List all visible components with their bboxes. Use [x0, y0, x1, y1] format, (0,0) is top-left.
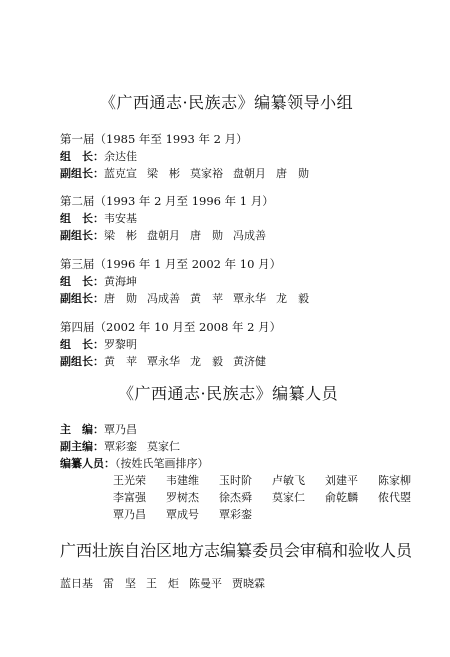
staff-section-title: 《广西通志·民族志》编纂人员	[118, 384, 339, 403]
reviewer-name: 陈曼平	[189, 577, 222, 590]
editor-name: 刘建平	[325, 474, 358, 487]
deputy-label: 副组长：	[60, 229, 104, 242]
deputy-name: 唐 勋	[190, 229, 223, 242]
deputy-name: 梁 彬	[104, 229, 137, 242]
editor-name: 覃彩銮	[219, 508, 252, 521]
leaders-section-title: 《广西通志·民族志》编纂领导小组	[100, 93, 354, 112]
editor-name: 王光荣	[113, 474, 146, 487]
editors-header-row	[60, 455, 209, 471]
term-2-leader-row	[60, 210, 137, 226]
editor-name: 罗树杰	[166, 491, 199, 504]
vice-editor-row	[60, 438, 190, 454]
editor-name: 李富强	[113, 491, 146, 504]
deputy-name: 盘朝月	[147, 229, 180, 242]
term-1-heading: 第一届（1985 年至 1993 年 2 月）	[60, 132, 248, 146]
editor-name: 陈家柳	[378, 474, 411, 487]
editor-name: 侬代曌	[378, 491, 411, 504]
leader-label: 组 长：	[60, 275, 104, 288]
reviewer-name: 王 炬	[146, 577, 179, 590]
editors-row-3	[113, 506, 272, 522]
deputy-name: 龙 毅	[276, 292, 309, 305]
term-4-heading: 第四届（2002 年 10 月至 2008 年 2 月）	[60, 320, 282, 334]
vice-editor-name: 覃彩銮	[104, 440, 137, 453]
editor-name: 玉时阶	[219, 474, 252, 487]
term-3-deputy-row	[60, 290, 319, 306]
reviewer-name: 贾晓霖	[232, 577, 265, 590]
chief-editor-name: 覃乃昌	[104, 423, 137, 436]
editors-note: （按姓氏笔画排序）	[115, 457, 209, 470]
reviewers-row	[60, 575, 275, 591]
term-4-leader-row	[60, 336, 137, 352]
leader-name: 余达佳	[104, 150, 137, 163]
deputy-name: 莫家裕	[190, 167, 223, 180]
deputy-name: 冯成善	[147, 292, 180, 305]
editor-name: 卢敏飞	[272, 474, 305, 487]
deputy-label: 副组长：	[60, 355, 104, 368]
editor-name: 覃成号	[166, 508, 199, 521]
deputy-name: 黄 苹	[190, 292, 223, 305]
reviewer-name: 雷 坚	[103, 577, 136, 590]
editor-name: 俞乾麟	[325, 491, 358, 504]
leader-label: 组 长：	[60, 338, 104, 351]
term-2-heading: 第二届（1993 年 2 月至 1996 年 1 月）	[60, 194, 274, 208]
leader-name: 韦安基	[104, 212, 137, 225]
deputy-name: 龙 毅	[190, 355, 223, 368]
leader-label: 组 长：	[60, 212, 104, 225]
editors-label: 编纂人员：	[60, 457, 115, 470]
editor-name: 覃乃昌	[113, 508, 146, 521]
term-4-deputy-row	[60, 353, 276, 369]
review-section-title: 广西壮族自治区地方志编纂委员会审稿和验收人员	[60, 541, 413, 560]
term-3-leader-row	[60, 273, 137, 289]
editors-row-1	[113, 472, 431, 488]
leader-name: 黄海坤	[104, 275, 137, 288]
vice-editor-label: 副主编：	[60, 440, 104, 453]
vice-editor-name: 莫家仁	[147, 440, 180, 453]
deputy-name: 覃永华	[147, 355, 180, 368]
chief-editor-row	[60, 421, 137, 437]
deputy-name: 黄 苹	[104, 355, 137, 368]
deputy-name: 冯成善	[233, 229, 266, 242]
term-1-leader-row	[60, 148, 137, 164]
editors-row-2	[113, 489, 431, 505]
deputy-name: 盘朝月	[233, 167, 266, 180]
deputy-name: 黄济健	[233, 355, 266, 368]
deputy-name: 唐 勋	[276, 167, 309, 180]
chief-editor-label: 主 编：	[60, 423, 104, 436]
deputy-name: 覃永华	[233, 292, 266, 305]
leader-label: 组 长：	[60, 150, 104, 163]
deputy-name: 梁 彬	[147, 167, 180, 180]
editor-name: 徐杰舜	[219, 491, 252, 504]
term-2-deputy-row	[60, 227, 276, 243]
term-3-heading: 第三届（1996 年 1 月至 2002 年 10 月）	[60, 257, 282, 271]
deputy-name: 蓝克宣	[104, 167, 137, 180]
deputy-name: 唐 勋	[104, 292, 137, 305]
term-1-deputy-row	[60, 165, 319, 181]
deputy-label: 副组长：	[60, 292, 104, 305]
reviewer-name: 蓝日基	[60, 577, 93, 590]
editor-name: 韦建维	[166, 474, 199, 487]
leader-name: 罗黎明	[104, 338, 137, 351]
deputy-label: 副组长：	[60, 167, 104, 180]
editor-name: 莫家仁	[272, 491, 305, 504]
